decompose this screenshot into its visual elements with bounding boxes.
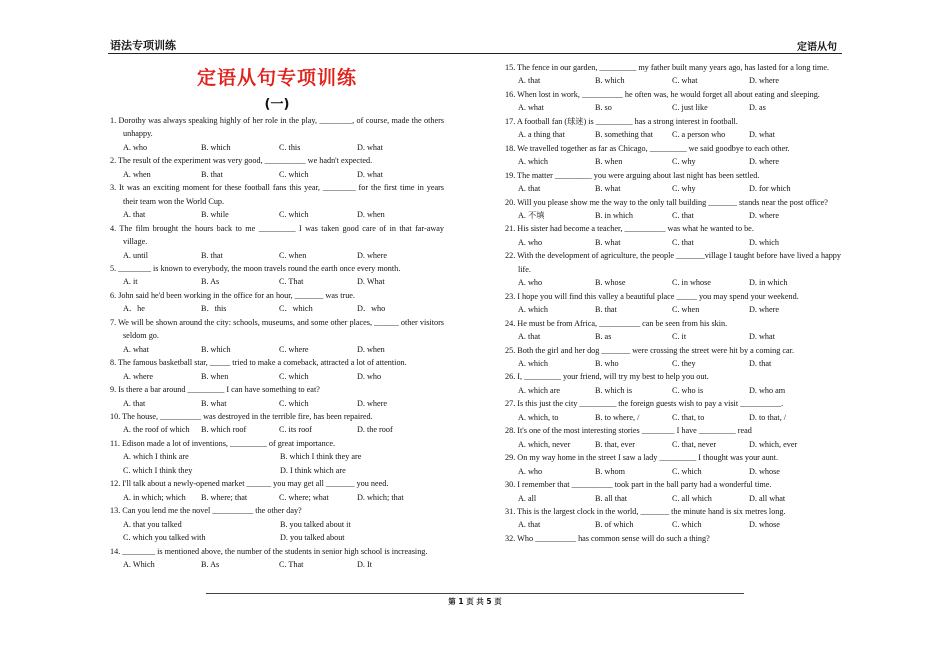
question-item [505, 532, 841, 545]
answer-option: A. a thing that [518, 130, 565, 140]
answer-option: B. when [201, 371, 229, 381]
options-row [110, 208, 444, 221]
answer-option: C. it [672, 332, 687, 342]
answer-option: A. all [518, 493, 537, 503]
answer-option: A. who [518, 466, 543, 476]
options-row [110, 397, 444, 410]
question-stem: 23. I hope you will find this valley a beautiful place _____ you may spend your weekend. [505, 291, 799, 301]
answer-option: A. in which; which [123, 492, 186, 502]
answer-option: C. that [672, 237, 694, 247]
answer-option: D. that [749, 358, 772, 368]
options-row [505, 357, 841, 370]
question-stem: 28. It's one of the most interesting stories ________ I have _________ read [505, 426, 752, 436]
options-row [110, 141, 444, 154]
question-stem: 15. The fence in our garden, _________ my father built many years ago, has lasted for a long time. [505, 63, 830, 72]
question-item [110, 437, 444, 477]
question-stem: 18. We travelled together as far as Chicago, _________ we said goodbye to each other. [505, 143, 790, 153]
answer-option: D. which [749, 237, 780, 247]
question-item [505, 344, 841, 371]
question-item [505, 88, 841, 115]
question-item [110, 383, 444, 410]
question-item [110, 316, 444, 356]
answer-option: D. whose [749, 520, 780, 530]
answer-option: B. who [595, 358, 619, 368]
question-stem: 13. Can you lend me the novel __________ the other day? [110, 506, 302, 516]
question-stem: 16. When lost in work, __________ he often was, he would forget all about eating and sleeping. [505, 89, 820, 99]
answer-option: B. something that [595, 130, 653, 140]
question-stem: 4. The film brought the hours back to me _________ I was taken good care of in that far-away village. [110, 223, 444, 247]
answer-option: D. I think which are [280, 465, 346, 475]
answer-option: C. which [279, 398, 309, 408]
answer-option: D. what [357, 142, 383, 152]
answer-option: D. all what [749, 493, 786, 503]
question-item [110, 545, 444, 572]
answer-option: B. as [595, 332, 612, 342]
answer-option: C. they [672, 358, 696, 368]
question-item [505, 222, 841, 249]
question-stem: 3. It was an exciting moment for these football fans this year, ________ for the first time in years their team won the World Cup. [110, 183, 444, 206]
answer-option: B. which I think they are [280, 452, 362, 462]
answer-option: C. why [672, 184, 696, 194]
question-stem: 27. Is this just the city _________ the foreign guests wish to pay a visit __________. [505, 399, 784, 409]
answer-option: A. that [518, 520, 541, 530]
answer-option: B. which is [595, 385, 633, 395]
question-column-right [505, 61, 841, 545]
question-item [505, 115, 841, 142]
answer-option: B. which roof [201, 425, 247, 435]
answer-option: A. which I think are [123, 452, 189, 462]
answer-option: D. where [357, 398, 388, 408]
answer-option: B. which [595, 76, 625, 86]
question-item [110, 222, 444, 262]
question-item [505, 317, 841, 344]
answer-option: B. in which [595, 210, 633, 220]
question-item [110, 477, 444, 504]
options-row [505, 492, 841, 505]
answer-option: D. where [749, 76, 780, 86]
question-stem: 31. This is the largest clock in the world, _______ the minute hand is six metres long. [505, 506, 786, 516]
options-row [110, 168, 444, 181]
answer-option: A. that [518, 184, 541, 194]
answer-option: B. which [201, 142, 231, 152]
answer-option: C. That [279, 277, 304, 287]
question-stem: 30. I remember that __________ took part in the ball party had a wonderful time. [505, 480, 772, 490]
answer-option: B. what [595, 237, 621, 247]
question-item [505, 249, 841, 289]
answer-option: C. which [672, 520, 702, 530]
answer-option: C. when [279, 250, 307, 260]
answer-option: B. so [595, 103, 612, 113]
page-number: 第 1 页 共 5 页 [448, 597, 502, 606]
header-section-title: 语法专项训练 [110, 39, 176, 52]
answer-option: A. which are [518, 385, 561, 395]
answer-option: B. As [201, 277, 220, 287]
answer-option: D. where [357, 250, 388, 260]
options-row [110, 343, 444, 356]
answer-option: C. all which [672, 493, 712, 503]
answer-option: C. who is [672, 385, 704, 395]
question-item [505, 370, 841, 397]
question-item [505, 142, 841, 169]
question-item [110, 114, 444, 154]
answer-option: C. just like [672, 103, 708, 113]
answer-option: D. where [749, 210, 780, 220]
options-row [110, 249, 444, 262]
question-stem: 2. The result of the experiment was very good, __________ we hadn't expected. [110, 156, 373, 166]
question-item [505, 61, 841, 88]
answer-option: A. who [518, 278, 543, 288]
answer-option: D. when [357, 344, 385, 354]
options-row [505, 303, 841, 316]
options-row [110, 275, 444, 288]
answer-option: A. that [123, 398, 146, 408]
question-stem: 10. The house, __________ was destroyed in the terrible fire, has been repaired. [110, 411, 373, 421]
answer-option: A. what [123, 344, 149, 354]
answer-option: C. this [279, 142, 301, 152]
answer-option: C. That [279, 559, 304, 569]
options-row [505, 155, 841, 168]
answer-option: A. Which [123, 559, 155, 569]
question-stem: 9. Is there a bar around _________ I can have something to eat? [110, 385, 320, 395]
answer-option: D. to that, / [749, 412, 787, 422]
question-item [505, 397, 841, 424]
question-stem: 25. Both the girl and her dog _______ were crossing the street were hit by a coming car. [505, 345, 794, 355]
answer-option: A．he [123, 304, 145, 314]
answer-option: D. as [749, 103, 766, 113]
answer-option: A. who [123, 142, 148, 152]
answer-option: A. that [518, 332, 541, 342]
answer-option: C. which I think they [123, 465, 193, 475]
answer-option: B. of which [595, 520, 634, 530]
options-row [110, 531, 444, 544]
question-item [110, 356, 444, 383]
answer-option: D. the roof [357, 425, 393, 435]
answer-option: C. which [279, 169, 309, 179]
options-row [110, 450, 444, 463]
question-item [110, 410, 444, 437]
answer-option: D. what [749, 332, 775, 342]
question-item [505, 505, 841, 532]
question-item [110, 504, 444, 544]
answer-option: D. who [357, 371, 382, 381]
answer-option: C. when [672, 305, 700, 315]
options-row [505, 438, 841, 451]
question-stem: 6. John said he'd been working in the office for an hour, _______ was true. [110, 290, 355, 300]
answer-option: A. the roof of which [123, 425, 190, 435]
options-row [505, 128, 841, 141]
answer-option: C．which [279, 304, 313, 314]
answer-option: D. which; that [357, 492, 404, 502]
options-row [505, 330, 841, 343]
question-stem: 19. The matter _________ you were arguing about last night has been settled. [505, 170, 760, 180]
answer-option: A. until [123, 250, 149, 260]
answer-option: D. It [357, 559, 373, 569]
answer-option: B. all that [595, 493, 628, 503]
answer-option: A. that [518, 76, 541, 86]
question-stem: 11. Edison made a lot of inventions, _________ of great importance. [110, 438, 336, 448]
answer-option: C. which you talked with [123, 533, 206, 543]
answer-option: C. that, never [672, 439, 717, 449]
answer-option: A. that [123, 210, 146, 220]
question-stem: 24. He must be from Africa, __________ can be seen from his skin. [505, 318, 728, 328]
answer-option: B. As [201, 559, 220, 569]
question-stem: 20. Will you please show me the way to the only tall building _______ stands near the post office? [505, 197, 828, 207]
question-item [110, 154, 444, 181]
answer-option: C. why [672, 157, 696, 167]
question-stem: 21. His sister had become a teacher, __________ was what he wanted to be. [505, 224, 754, 234]
answer-option: B. whom [595, 466, 626, 476]
question-item [505, 290, 841, 317]
answer-option: A. 不填 [518, 210, 545, 220]
question-stem: 22. With the development of agriculture, the people _______village I taught before have lived a happy life. [505, 251, 841, 274]
answer-option: B. that, ever [595, 439, 636, 449]
answer-option: D. you talked about [280, 533, 345, 543]
answer-option: B. that [201, 250, 223, 260]
question-item [505, 478, 841, 505]
question-stem: 29. On my way home in the street I saw a lady _________ I thought was your aunt. [505, 453, 779, 463]
answer-option: A. what [518, 103, 544, 113]
answer-option: B. to where, / [595, 412, 640, 422]
page-subtitle: (一) [264, 97, 290, 112]
answer-option: A. which, to [518, 412, 559, 422]
question-stem: 1. Dorothy was always speaking highly of her role in the play, ________, of course, made the others unhappy. [110, 116, 444, 139]
answer-option: D. for which [749, 184, 791, 194]
answer-option: D. in which [749, 278, 788, 288]
answer-option: D. where [749, 157, 780, 167]
answer-option: A. where [123, 371, 154, 381]
question-stem: 26. I, _________ your friend, will try my best to help you out. [505, 372, 709, 382]
question-item [110, 289, 444, 316]
question-item [505, 169, 841, 196]
options-row [505, 465, 841, 478]
question-item [505, 196, 841, 223]
options-row [110, 464, 444, 477]
answer-option: C. its roof [279, 425, 312, 435]
footer-divider [206, 593, 744, 594]
answer-option: B. what [201, 398, 227, 408]
answer-option: A. which [518, 305, 549, 315]
options-row [505, 209, 841, 222]
options-row [505, 236, 841, 249]
answer-option: B. what [595, 184, 621, 194]
answer-option: D. which, ever [749, 439, 798, 449]
question-stem: 8. The famous basketball star, _____ tried to make a comeback, attracted a lot of attention. [110, 358, 407, 368]
answer-option: C. what [672, 76, 698, 86]
answer-option: D. what [749, 130, 775, 140]
options-row [110, 302, 444, 315]
options-row [110, 491, 444, 504]
options-row [505, 276, 841, 289]
answer-option: A. which [518, 157, 549, 167]
answer-option: C. which [279, 371, 309, 381]
options-row [505, 411, 841, 424]
answer-option: D．who [357, 304, 386, 314]
options-row [505, 101, 841, 114]
answer-option: A. when [123, 169, 151, 179]
answer-option: C. where [279, 344, 309, 354]
answer-option: A. who [518, 237, 543, 247]
options-row [110, 370, 444, 383]
answer-option: A. which, never [518, 439, 571, 449]
answer-option: B. whose [595, 278, 626, 288]
answer-option: B. while [201, 210, 229, 220]
answer-option: C. that, to [672, 412, 705, 422]
answer-option: C. where; what [279, 492, 329, 502]
answer-option: B. you talked about it [280, 519, 351, 529]
question-stem: 5. ________ is known to everybody, the moon travels round the earth once every month. [110, 263, 401, 273]
answer-option: B．this [201, 304, 227, 314]
answer-option: D. when [357, 210, 385, 220]
question-stem: 7. We will be shown around the city: schools, museums, and some other places, ______ other visitors seldom go. [110, 317, 444, 341]
answer-option: C. in whose [672, 278, 711, 288]
options-row [110, 423, 444, 436]
answer-option: C. that [672, 210, 694, 220]
options-row [505, 74, 841, 87]
question-item [110, 181, 444, 221]
question-stem: 14. ________ is mentioned above, the number of the students in senior high school is increasing. [110, 546, 428, 556]
question-stem: 32. Who __________ has common sense will do such a thing? [505, 533, 710, 543]
question-stem: 17. A football fan (球迷) is _________ has a strong interest in football. [505, 116, 738, 126]
question-stem: 12. I'll talk about a newly-opened market ______ you may get all _______ you need. [110, 479, 389, 489]
answer-option: D. What [357, 277, 385, 287]
answer-option: C. a person who [672, 130, 726, 140]
answer-option: B. that [595, 305, 617, 315]
question-item [505, 451, 841, 478]
answer-option: B. that [201, 169, 223, 179]
answer-option: A. which [518, 358, 549, 368]
answer-option: D. where [749, 305, 780, 315]
page-title: 定语从句专项训练 [196, 67, 357, 89]
answer-option: D. who am [749, 385, 786, 395]
answer-option: A. that you talked [123, 519, 182, 529]
answer-option: C. which [279, 210, 309, 220]
options-row [505, 182, 841, 195]
question-item [505, 424, 841, 451]
answer-option: B. where; that [201, 492, 248, 502]
question-item [110, 262, 444, 289]
header-divider [108, 53, 842, 54]
question-column-left [110, 114, 444, 571]
answer-option: D. what [357, 169, 383, 179]
options-row [110, 558, 444, 571]
answer-option: A. it [123, 277, 138, 287]
options-row [505, 384, 841, 397]
header-topic-title: 定语从句 [797, 42, 837, 53]
answer-option: B. when [595, 157, 623, 167]
answer-option: C. which [672, 466, 702, 476]
answer-option: B. which [201, 344, 231, 354]
options-row [505, 518, 841, 531]
options-row [110, 518, 444, 531]
answer-option: D. whose [749, 466, 780, 476]
